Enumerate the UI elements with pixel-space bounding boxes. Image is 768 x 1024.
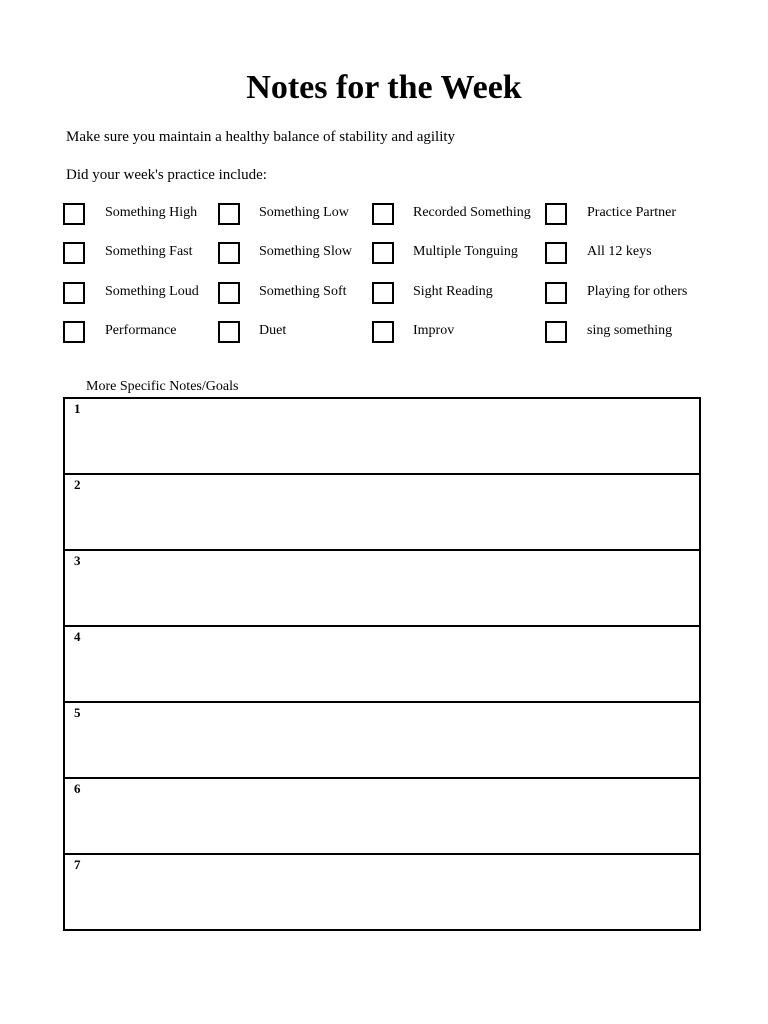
row-number: 6 [74,781,81,796]
checkbox[interactable] [372,282,394,304]
checklist-item[interactable] [372,282,533,306]
checkbox-label: Multiple Tonguing [413,244,518,259]
checkbox-label: Sight Reading [413,284,493,299]
checkbox[interactable] [63,242,85,264]
notes-entry-field[interactable] [89,557,691,621]
checklist-item[interactable] [545,203,707,227]
notes-entry-field[interactable] [89,861,691,925]
row-number: 1 [74,401,81,416]
notes-entry-field[interactable] [89,785,691,849]
checkbox[interactable] [218,321,240,343]
checkbox-label: Something Slow [259,244,352,259]
checkbox[interactable] [63,321,85,343]
row-number: 2 [74,477,81,492]
checkbox[interactable] [545,242,567,264]
checkbox-label: Playing for others [587,284,688,299]
notes-entry-field[interactable] [89,405,691,467]
checkbox-label: Recorded Something [413,205,531,220]
checkbox-label: Improv [413,323,455,338]
page-title: Notes for the Week [246,69,522,106]
checkbox[interactable] [218,203,240,225]
checkbox-label: Practice Partner [587,205,677,220]
checkbox[interactable] [372,321,394,343]
checklist-item[interactable] [63,203,225,227]
notes-entry-field[interactable] [89,633,691,697]
checklist-item[interactable] [545,282,707,306]
checklist-item[interactable] [63,321,225,345]
checklist-item[interactable] [372,203,533,227]
checkbox[interactable] [63,203,85,225]
notes-heading: More Specific Notes/Goals [86,379,239,394]
notes-entry-field[interactable] [89,481,691,545]
practice-checklist [0,0,768,360]
checklist-item[interactable] [63,242,225,266]
checkbox[interactable] [545,282,567,304]
checkbox[interactable] [218,282,240,304]
notes-table [63,397,701,931]
checklist-item[interactable] [372,321,533,345]
row-number: 4 [74,629,81,644]
checkbox[interactable] [545,203,567,225]
checklist-item[interactable] [545,321,707,345]
checklist-item[interactable] [218,242,379,266]
checkbox[interactable] [545,321,567,343]
notes-row [65,473,699,551]
notes-row [65,549,699,627]
notes-row [65,701,699,779]
checkbox[interactable] [63,282,85,304]
checklist-item[interactable] [218,321,379,345]
notes-entry-field[interactable] [89,709,691,773]
checkbox-label: Something Loud [105,284,199,299]
checklist-item[interactable] [218,282,379,306]
notes-row [65,853,699,931]
checkbox-label: sing something [587,323,673,338]
checklist-item[interactable] [63,282,225,306]
notes-row [65,625,699,703]
checkbox-label: Performance [105,323,177,338]
notes-row [65,777,699,855]
practice-prompt: Did your week's practice include: [66,167,267,183]
checkbox-label: Something High [105,205,198,220]
row-number: 5 [74,705,81,720]
checklist-item[interactable] [372,242,533,266]
row-number: 3 [74,553,81,568]
checkbox-label: Something Fast [105,244,193,259]
checkbox[interactable] [372,203,394,225]
notes-row [65,399,699,473]
row-number: 7 [74,857,81,872]
checkbox-label: Something Low [259,205,349,220]
checkbox-label: All 12 keys [587,244,652,259]
checkbox-label: Duet [259,323,287,338]
checkbox[interactable] [218,242,240,264]
subtitle: Make sure you maintain a healthy balance of stability and agility [66,129,456,145]
checkbox-label: Something Soft [259,284,347,299]
checkbox[interactable] [372,242,394,264]
checklist-item[interactable] [218,203,379,227]
checklist-item[interactable] [545,242,707,266]
